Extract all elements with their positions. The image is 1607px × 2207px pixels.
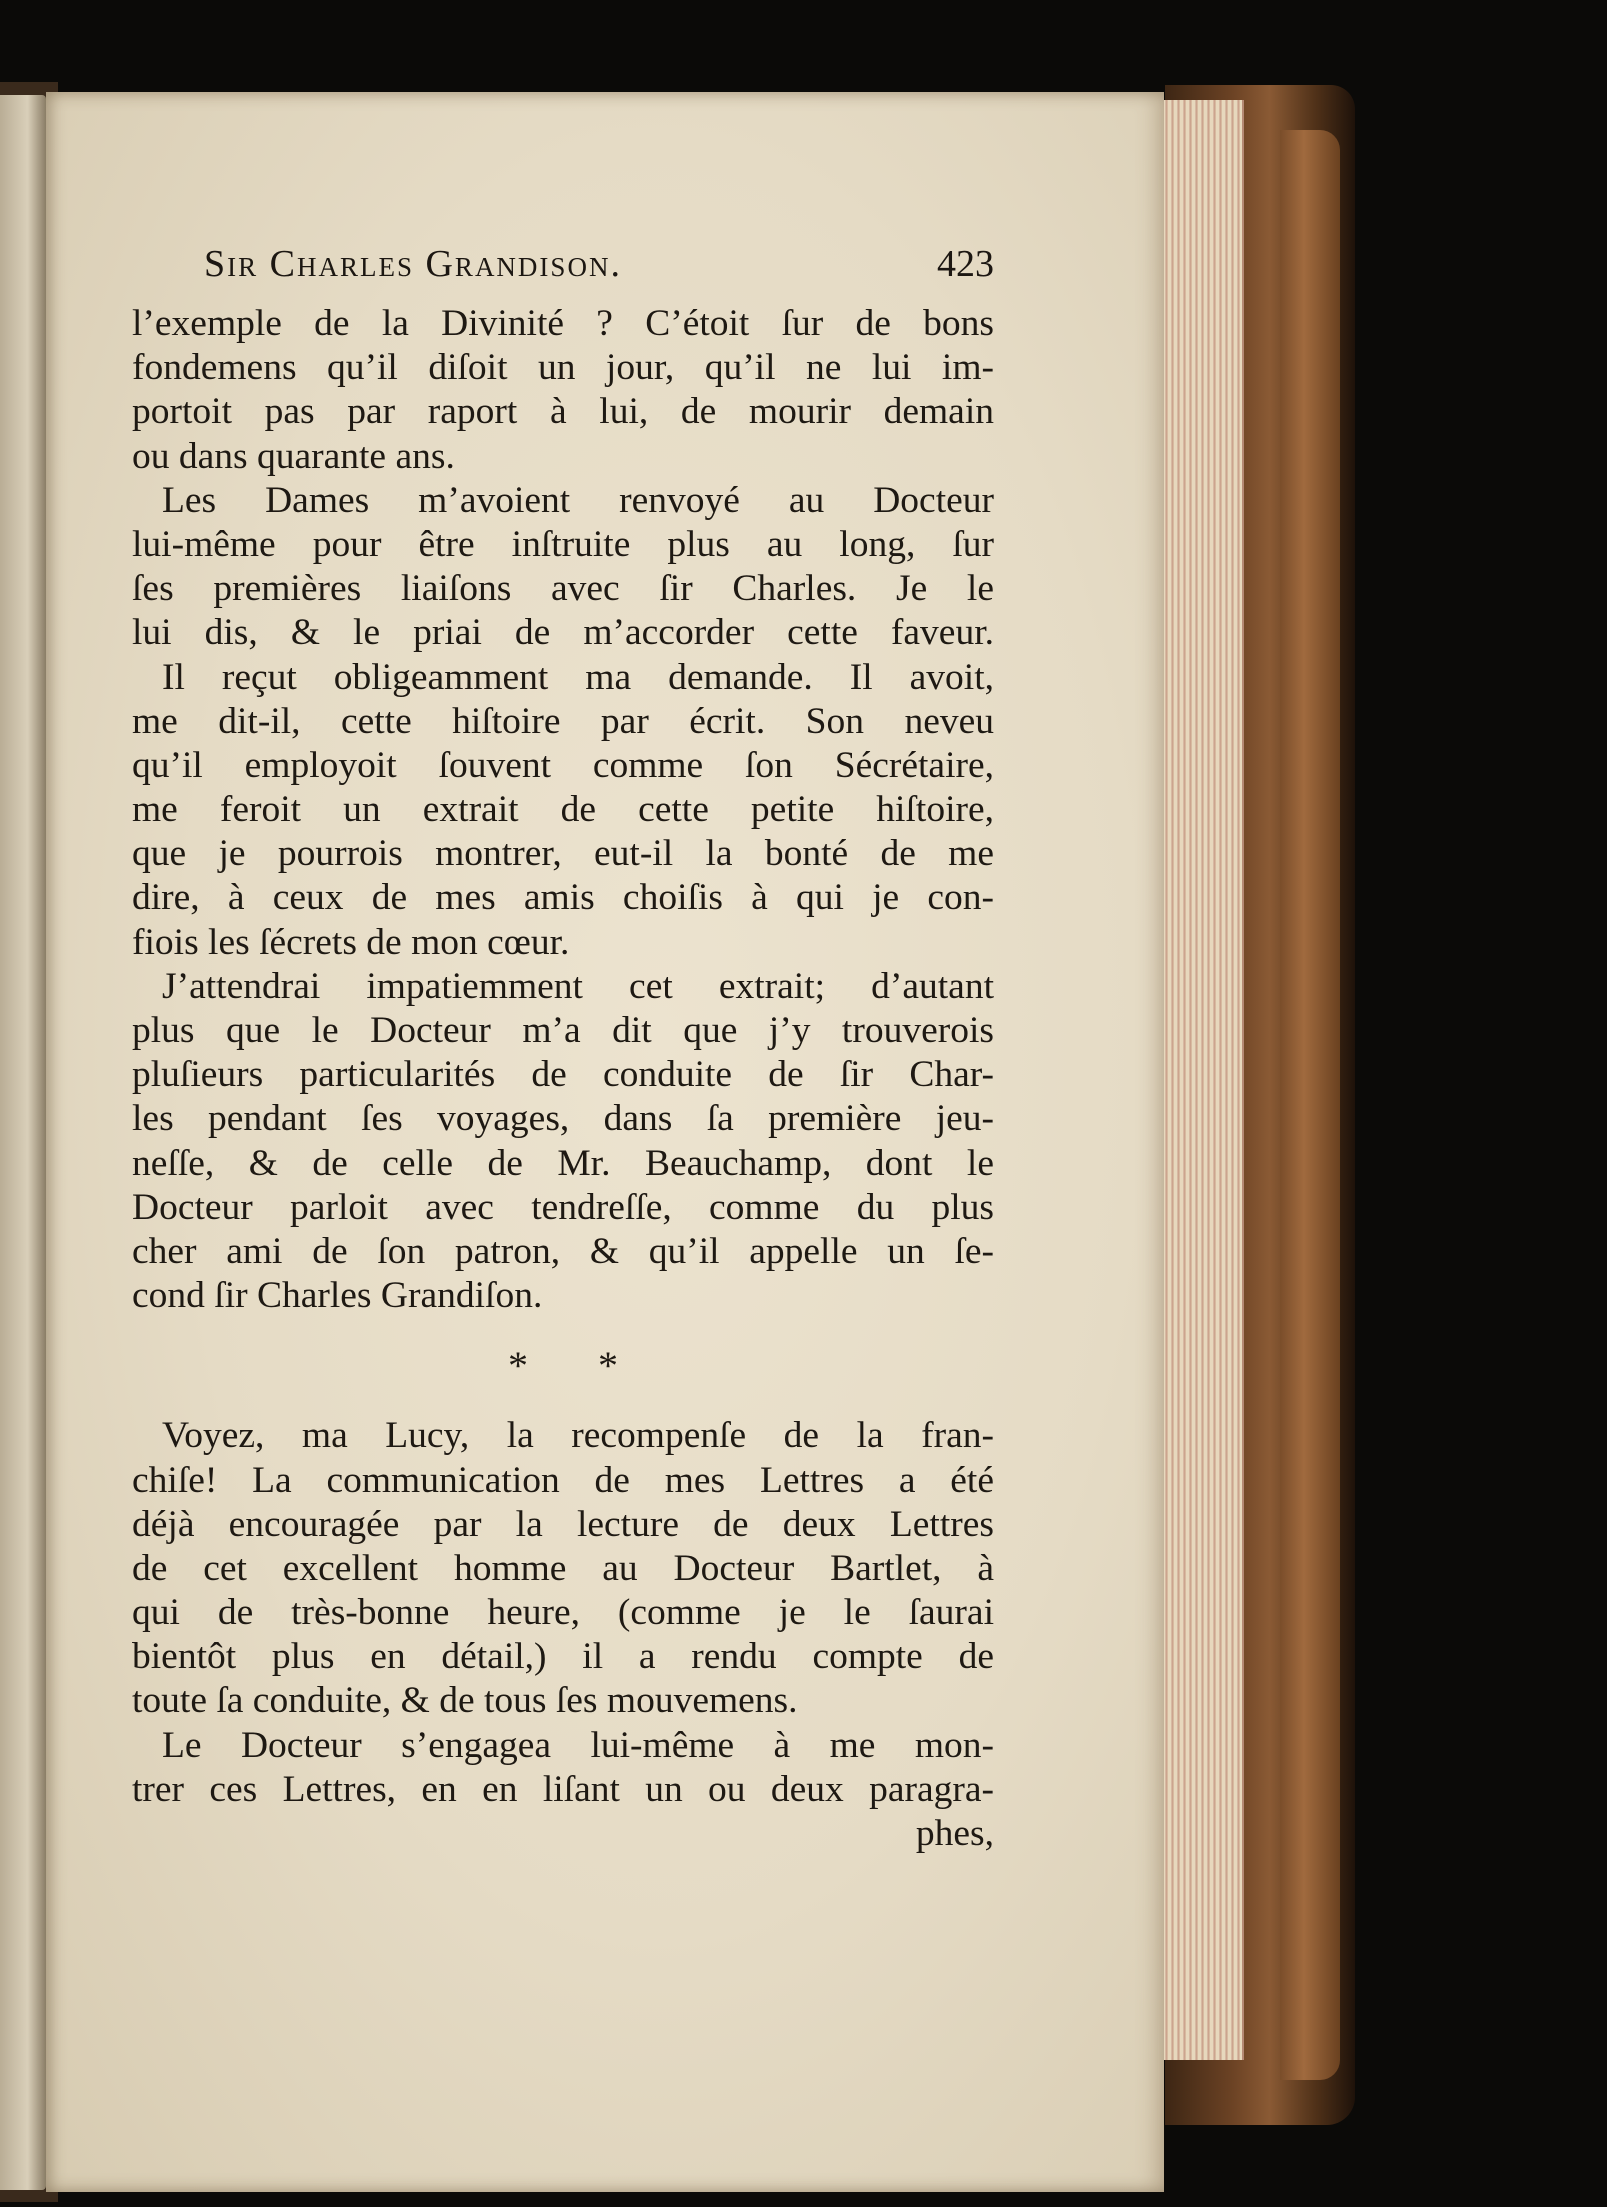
text-line: plus que le Docteur m’a dit que j’y trouverois [132,1010,994,1051]
text-line: qui de très-bonne heure, (comme je le ſaurai [132,1592,994,1634]
cover-edge [1280,130,1340,2080]
text-line: Docteur parloit avec tendreſſe, comme du plus [132,1186,994,1228]
text-line: ou dans quarante ans. [132,435,455,477]
facing-page-edge [0,95,46,2190]
text-line: ſes premières liaiſons avec ſir Charles. Je le [132,568,994,610]
text-line: Les Dames m’avoient renvoyé au Docteur [162,479,994,521]
text-line: neſſe, & de celle de Mr. Beauchamp, dont le [132,1142,994,1184]
page-header [204,242,994,286]
text-line: fiois les ſécrets de mon cœur. [132,921,570,963]
text-line: dire, à ceux de mes amis choiſis à qui je con- [132,877,994,919]
text-line: chiſe! La communication de mes Lettres a été [132,1459,994,1501]
text-line: trer ces Lettres, en en liſant un ou deux paragra- [132,1768,994,1810]
text-line: qu’il employoit ſouvent comme ſon Sécrétaire, [132,744,994,786]
text-line: Le Docteur s’engagea lui-même à me mon- [162,1724,994,1766]
text-line: Voyez, ma Lucy, la recompenſe de la fran- [162,1415,994,1457]
text-line: déjà encouragée par la lecture de deux Lettres [132,1503,994,1545]
text-line: que je pourrois montrer, eut-il la bonté de me [132,833,994,875]
text-line: l’exemple de la Divinité ? C’étoit ſur de bons [132,303,994,344]
text-line: lui dis, & le priai de m’accorder cette faveur. [132,612,994,654]
text-line: J’attendrai impatiemment cet extrait; d’autant [162,965,994,1007]
text-line: portoit pas par raport à lui, de mourir demain [132,391,994,433]
text-line: lui-même pour être inſtruite plus au long, ſur [132,523,994,565]
text-line: pluſieurs particularités de conduite de ſir Char- [132,1054,994,1096]
text-line: cher ami de ſon patron, & qu’il appelle un ſe- [132,1230,994,1272]
body-text [132,302,994,1856]
catchword: phes, [915,1813,994,1854]
running-title: Sir Charles Grandison. [204,243,622,285]
text-line: bientôt plus en détail,) il a rendu compte de [132,1636,994,1678]
text-line: les pendant ſes voyages, dans ſa première jeu- [132,1098,994,1140]
page-number: 423 [937,243,994,285]
text-line: toute ſa conduite, & de tous ſes mouvemens. [132,1680,798,1722]
text-line: de cet excellent homme au Docteur Bartlet, à [132,1547,994,1589]
text-line: me feroit un extrait de cette petite hiſtoire, [132,789,994,831]
section-separator: * * [508,1343,648,1389]
page-edges [1150,100,1244,2060]
text-line: cond ſir Charles Grandiſon. [132,1275,543,1317]
text-line: me dit-il, cette hiſtoire par écrit. Son neveu [132,700,994,742]
text-line: fondemens qu’il diſoit un jour, qu’il ne lui im- [132,347,994,389]
text-line: Il reçut obligeamment ma demande. Il avoit, [162,656,994,698]
